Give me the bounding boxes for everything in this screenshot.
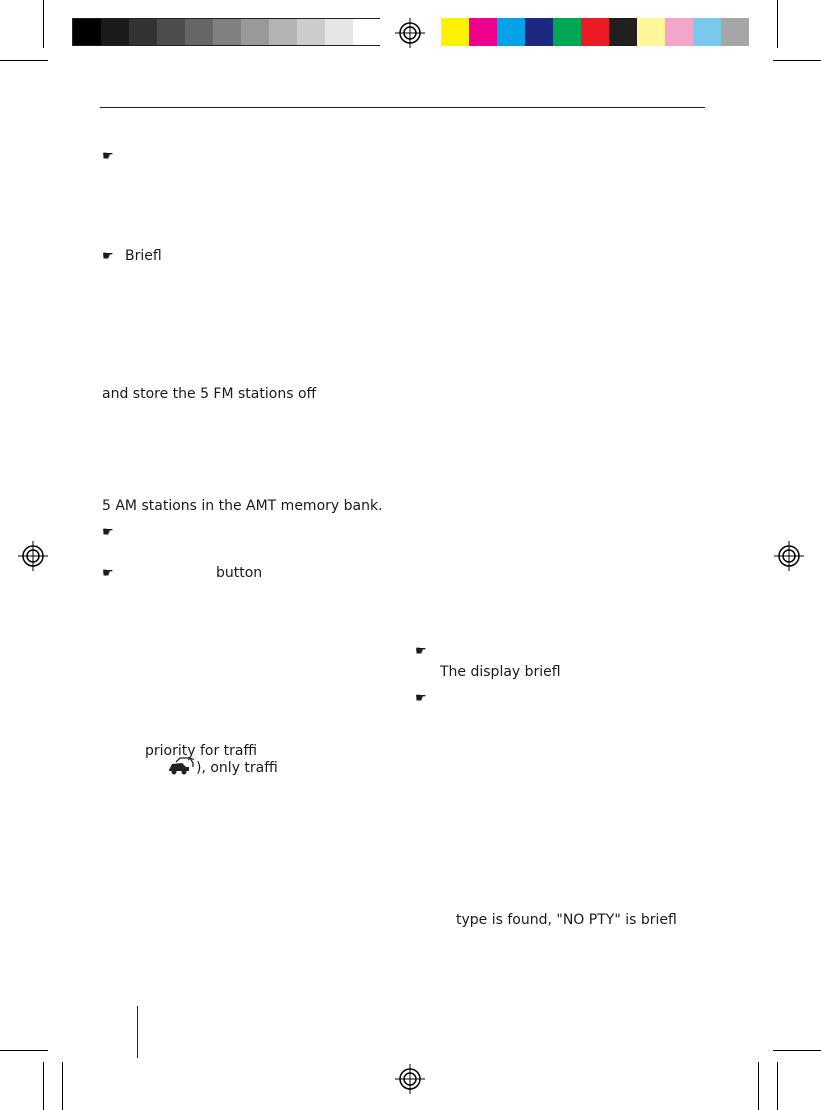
- crop-mark-tr-h: [773, 60, 821, 61]
- traffic-car-icon: [166, 756, 196, 776]
- body-text: type is found, "NO PTY" is briefl: [456, 912, 677, 928]
- crop-mark-bl-inner-v: [62, 1062, 63, 1110]
- crop-mark-br-v: [777, 1062, 778, 1110]
- process-swatch: [581, 18, 609, 46]
- crop-mark-bl-v: [43, 1062, 44, 1110]
- registration-mark-icon: [18, 541, 48, 571]
- gray-swatch: [129, 19, 157, 45]
- body-text: Briefl: [125, 248, 162, 264]
- gray-swatch: [213, 19, 241, 45]
- pointing-hand-icon: ☛: [102, 249, 114, 264]
- process-swatch: [637, 18, 665, 46]
- pointing-hand-icon: ☛: [102, 149, 114, 164]
- body-text: ), only traffi: [196, 760, 278, 776]
- gray-swatch: [73, 19, 101, 45]
- gray-swatch: [353, 19, 381, 45]
- registration-mark-icon: [774, 541, 804, 571]
- process-swatch: [553, 18, 581, 46]
- gray-swatch: [325, 19, 353, 45]
- process-swatch: [525, 18, 553, 46]
- gray-swatch: [241, 19, 269, 45]
- footer-vertical-rule: [137, 1006, 138, 1058]
- gray-swatch: [269, 19, 297, 45]
- process-swatch: [469, 18, 497, 46]
- process-swatch: [497, 18, 525, 46]
- gray-swatch: [297, 19, 325, 45]
- registration-mark-icon: [395, 1064, 425, 1094]
- gray-swatch: [185, 19, 213, 45]
- grayscale-color-bar: [72, 18, 380, 46]
- pointing-hand-icon: ☛: [102, 566, 114, 581]
- process-swatch: [665, 18, 693, 46]
- crop-mark-bl-h: [0, 1050, 48, 1051]
- body-text: and store the 5 FM stations off: [102, 386, 317, 402]
- body-text: 5 AM stations in the AMT memory bank.: [102, 498, 383, 514]
- body-text: button: [216, 565, 263, 581]
- crop-mark-br-inner-v: [758, 1062, 759, 1110]
- process-swatch: [609, 18, 637, 46]
- process-swatch: [441, 18, 469, 46]
- body-text: The display briefl: [440, 664, 561, 680]
- header-rule: [100, 107, 705, 108]
- process-swatch: [693, 18, 721, 46]
- gray-swatch: [101, 19, 129, 45]
- registration-mark-icon: [395, 18, 425, 48]
- pointing-hand-icon: ☛: [415, 644, 427, 659]
- crop-mark-br-h: [773, 1050, 821, 1051]
- crop-mark-tr-v: [777, 0, 778, 48]
- crop-mark-tl-h: [0, 60, 48, 61]
- process-color-bar: [441, 18, 749, 46]
- body-text: priority for traffi: [145, 743, 258, 759]
- gray-swatch: [157, 19, 185, 45]
- process-swatch: [721, 18, 749, 46]
- pointing-hand-icon: ☛: [415, 691, 427, 706]
- pointing-hand-icon: ☛: [102, 525, 114, 540]
- crop-mark-tl-v: [43, 0, 44, 48]
